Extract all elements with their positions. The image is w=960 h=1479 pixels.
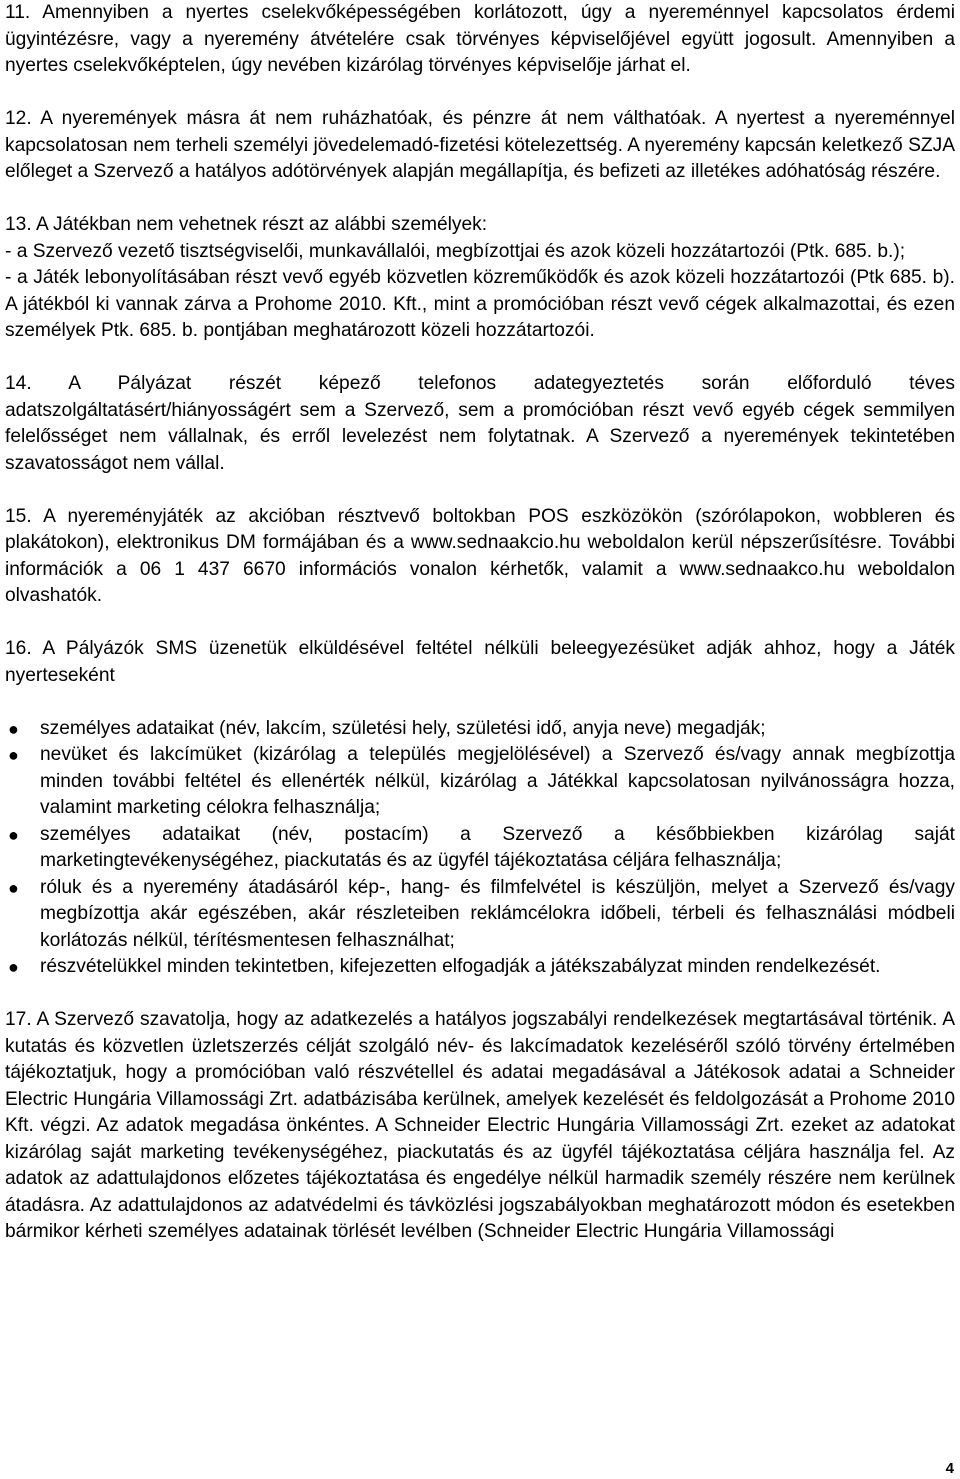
paragraph-17: 17. A Szervező szavatolja, hogy az adatkezelés a hatályos jogszabályi rendelkezések megtartásával történik. A kutatás és közvetlen üzletszerzés célját szolgáló név- és lakcímadatok kezeléséről szóló törvény értelmében tájékoztatjuk, hogy a promócióban való részvétellel és adatai megadásával a Játékosok adatai a Schneider Electric Hungária Villamossági Zrt. adatbázisába kerülnek, amelyek kezelését és feldolgozását a Prohome 2010 Kft. végzi. Az adatok megadása önkéntes. A Schneider Electric Hungária Villamossági Zrt. ezeket az adatokat kizárólag saját marketing tevékenységéhez, piackutatás és az ügyfél tájékoztatása céljára használja fel. Az adatok az adattulajdonos előzetes tájékoztatása és engedélye nélkül harmadik személy részére nem kerülnek átadásra. Az adattulajdonos az adatvédelmi és távközlési jogszabályokban meghatározott módon és esetekben bármikor kérheti személyes adatainak törlését levélben (Schneider Electric Hungária Villamossági (5, 1009, 955, 1242)
paragraph-16: 16. A Pályázók SMS üzenetük elküldésével feltétel nélküli beleegyezésüket adják ahhoz, hogy a Játék nyerteseként (5, 638, 955, 686)
bullet-icon: ● (8, 877, 19, 898)
paragraph-12: 12. A nyeremények másra át nem ruházhatóak, és pénzre át nem válthatóak. A nyertest a nyereménnyel kapcsolatosan nem terheli személyi jövedelemadó-fizetési kötelezettség. A nyeremény kapcsán keletkező SZJA előleget a Szervező a hatályos adótörvények alapján megállapítja, és befizeti az illetékes adóhatóság részére. (5, 108, 955, 182)
list-item: ● személyes adataikat (név, lakcím, születési hely, születési idő, anyja neve) megadják; (5, 716, 955, 743)
bullet-icon: ● (8, 745, 19, 765)
bullet-icon: ● (8, 824, 19, 845)
page-number: 4 (945, 1460, 954, 1477)
paragraph-15: 15. A nyereményjáték az akcióban résztvevő boltokban POS eszközökön (szórólapokon, wobbleren és plakátokon), elektronikus DM formájában és a www.sednaakcio.hu weboldalon kerül népszerűsítésre. További információk a 06 1 437 6670 információs vonalon kérhetők, valamit a www.sednaakco.hu weboldalon olvashatók. (5, 505, 955, 606)
paragraph-11: 11. Amennyiben a nyertes cselekvőképességében korlátozott, úgy a nyereménnyel kapcsolatos érdemi ügyintézésre, vagy a nyeremény átvételére csak törvényes képviselőjével együtt jogosult. Amennyiben a nyertes cselekvőképtelen, úgy nevében kizárólag törvényes képviselője járhat el. (5, 2, 955, 76)
bullet-icon: ● (8, 957, 19, 977)
list-item: ● részvételükkel minden tekintetben, kifejezetten elfogadják a játékszabályzat minden rendelkezését. (5, 954, 955, 981)
list-item: ● személyes adataikat (név, postacím) a Szervező a későbbiekben kizárólag saját marketingtevékenységéhez, piackutatás és az ügyfél tájékoztatása céljára felhasználja; (8, 823, 955, 871)
bullet-icon: ● (8, 718, 19, 739)
document-page (5, 0, 955, 1246)
paragraph-14: 14. A Pályázat részét képező telefonos adategyeztetés során előforduló téves adatszolgáltatásért/hiányosságért sem a Szervező, sem a promócióban részt vevő egyéb cégek semmilyen felelősséget nem vállalnak, és erről levelezést nem folytatnak. A Szervező a nyeremények tekintetében szavatosságot nem vállal. (5, 373, 955, 474)
paragraph-13-title: 13. A Játékban nem vehetnek részt az alábbi személyek: (5, 214, 488, 235)
paragraph-13-item-1: - a Szervező vezető tisztségviselői, munkavállalói, megbízottjai és azok közeli hozzátartozói (Ptk. 685. b.); (5, 240, 906, 262)
list-item: ● róluk és a nyeremény átadásáról kép-, hang- és filmfelvétel is készüljön, melyet a Szervező és/vagy megbízottja akár egészében, akár részleteiben reklámcélokra időbeli, térbeli és felhasználási módbeli korlátozás nélkül, térítésmentesen felhasználhat; (8, 876, 955, 951)
paragraph-13-item-2: - a Játék lebonyolításában részt vevő egyéb közvetlen közreműködők és azok közeli hozzátartozói (Ptk 685. b). A játékból ki vannak zárva a Prohome 2010. Kft., mint a promócióban részt vevő cégek alkalmazottai, és ezen személyek Ptk. 685. b. pontjában meghatározott közeli hozzátartozói. (5, 267, 955, 341)
consent-list (5, 716, 955, 981)
list-item: ● nevüket és lakcímüket (kizárólag a település megjelölésével) a Szervező és/vagy annak megbízottja minden további feltétel és ellenérték nélkül, kizárólag a Játékkal kapcsolatosan nyilvánosságra hozza, valamint marketing célokra felhasználja; (8, 744, 955, 818)
